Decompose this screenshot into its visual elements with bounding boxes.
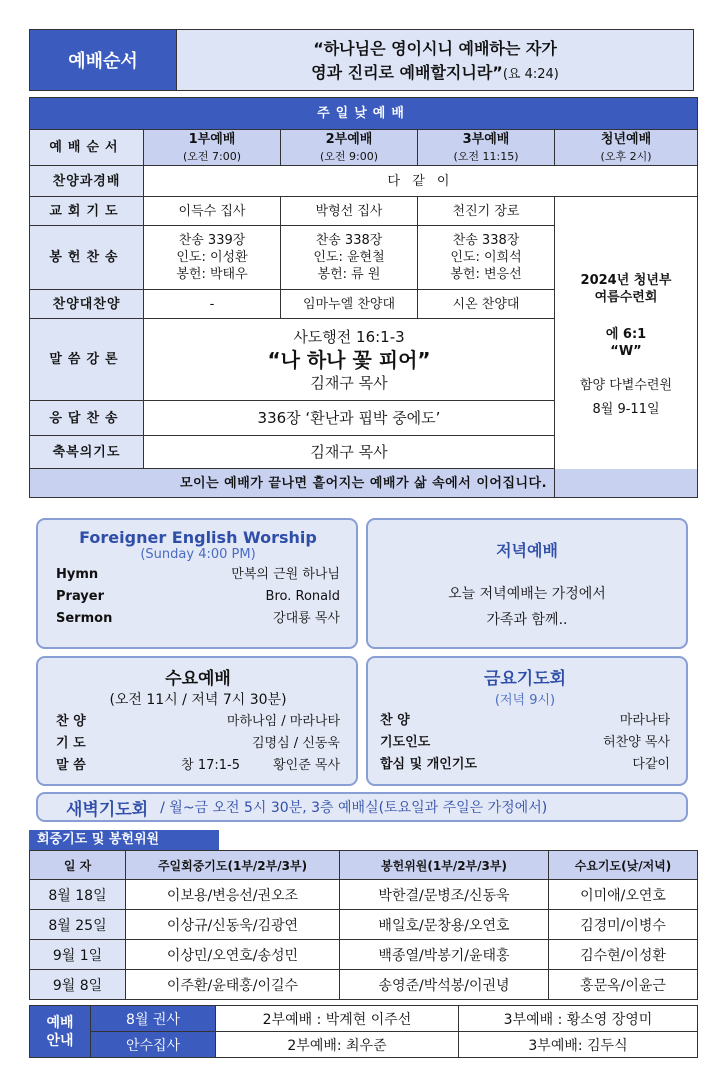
guide-row1-service2: 2부예배 : 박계현 이주선 xyxy=(216,1006,459,1032)
evening-worship-box xyxy=(366,518,688,649)
english-item-sermon: Sermon 강대룡 목사 xyxy=(56,611,340,626)
evening-line-1: 오늘 저녁예배는 가정에서 xyxy=(448,586,606,602)
offering-1: 찬송 339장 인도: 이성환 봉헌: 박태우 xyxy=(144,226,281,290)
choir-label: 찬양대찬양 xyxy=(30,290,144,319)
header-date: 일 자 xyxy=(30,851,126,880)
english-item-hymn: Hymn 만복의 근원 하나님 xyxy=(56,567,340,582)
guide-row1-label: 8월 권사 xyxy=(91,1006,216,1032)
friday-item-lead: 기도인도 허찬양 목사 xyxy=(380,735,670,750)
table-row: 8월 18일 이보용/변응선/권오조 박한결/문병조/신동욱 이미애/오연호 xyxy=(30,880,698,910)
sermon-label: 말씀강론 xyxy=(30,319,144,401)
service-2: 2부예배 (오전 9:00) xyxy=(281,130,418,166)
dawn-prayer-detail: / 월~금 오전 5시 30분, 3층 예배실(토요일과 주일은 가정에서) xyxy=(160,800,548,816)
friday-prayer-box xyxy=(366,656,688,786)
offering-3: 찬송 338장 인도: 이희석 봉헌: 변응선 xyxy=(418,226,555,290)
sermon-info xyxy=(144,319,555,401)
table-row: 9월 8일 이주환/윤태홍/이길수 송영준/박석봉/이권녕 홍문옥/이윤근 xyxy=(30,970,698,1000)
praise-value: 다 같 이 xyxy=(144,166,698,197)
dawn-prayer-title: 새벽기도회 xyxy=(66,799,149,820)
header-sunday-prayer: 주일회중기도(1부/2부/3부) xyxy=(126,851,340,880)
blessing-label: 축복의기도 xyxy=(30,436,144,469)
wednesday-worship-time: (오전 11시 / 저녁 7시 30분) xyxy=(109,692,287,708)
wednesday-worship-box xyxy=(36,656,358,786)
quote-line-2: 영과 진리로 예배할지니라” xyxy=(311,63,503,82)
choir-1: - xyxy=(144,290,281,319)
header-wednesday-prayer: 수요기도(낮/저녁) xyxy=(549,851,698,880)
youth-retreat-info: 2024년 청년부 여름수련회 에 6:1 “W” 함양 다볕수련원 8월 9-11일 xyxy=(555,197,698,498)
service-3: 3부예배 (오전 11:15) xyxy=(418,130,555,166)
service-1: 1부예배 (오전 7:00) xyxy=(144,130,281,166)
response-hymn-label: 응답찬송 xyxy=(30,401,144,436)
blessing-value: 김재구 목사 xyxy=(144,436,555,469)
table-row: 8월 25일 이상규/신동욱/김광연 배일호/문창용/오연호 김경미/이병수 xyxy=(30,910,698,940)
friday-prayer-time: (저녁 9시) xyxy=(494,693,556,708)
order-label: 예배순서 xyxy=(30,130,144,166)
prayer-2: 박형선 집사 xyxy=(281,197,418,226)
header-offering: 봉헌위원(1부/2부/3부) xyxy=(340,851,549,880)
wednesday-worship-title: 수요예배 xyxy=(165,669,231,689)
scripture-quote xyxy=(177,29,694,91)
sunday-section-title: 주일낮예배 xyxy=(30,98,698,130)
usher-guide-table xyxy=(29,1005,698,1058)
worship-footnote: 모이는 예배가 끝나면 흩어지는 예배가 삶 속에서 이어집니다. xyxy=(30,469,698,498)
guide-row2-service2: 2부예배: 최우준 xyxy=(216,1032,459,1058)
sermon-preacher: 김재구 목사 xyxy=(310,373,388,392)
choir-3: 시온 찬양대 xyxy=(418,290,555,319)
prayer-table-tag: 회중기도 및 봉헌위원 xyxy=(29,830,219,850)
prayer-3: 천진기 장로 xyxy=(418,197,555,226)
worship-order-label: 예배순서 xyxy=(29,29,177,91)
table-row: 9월 1일 이상민/오연호/송성민 백종열/박봉기/윤태홍 김수현/이성환 xyxy=(30,940,698,970)
english-worship-title: Foreigner English Worship xyxy=(79,528,317,547)
usher-guide-label: 예배 안내 xyxy=(30,1006,91,1058)
guide-row1-service3: 3부예배 : 황소영 장영미 xyxy=(459,1006,698,1032)
church-prayer-label: 교회기도 xyxy=(30,197,144,226)
wednesday-item-praise: 찬 양 마하나임 / 마라나타 xyxy=(56,714,340,729)
friday-item-prayer: 합심 및 개인기도 다같이 xyxy=(380,757,670,772)
friday-item-praise: 찬 양 마라나타 xyxy=(380,713,670,728)
offering-hymn-label: 봉헌찬송 xyxy=(30,226,144,290)
sermon-title: “나 하나 꽃 피어” xyxy=(267,347,431,372)
english-worship-time: (Sunday 4:00 PM) xyxy=(140,547,256,562)
offering-2: 찬송 338장 인도: 윤현철 봉헌: 류 원 xyxy=(281,226,418,290)
guide-row2-service3: 3부예배: 김두식 xyxy=(459,1032,698,1058)
sermon-reference: 사도행전 16:1-3 xyxy=(293,327,405,346)
quote-reference: (요 4:24) xyxy=(502,67,559,82)
wednesday-item-prayer: 기 도 김명심 / 신동욱 xyxy=(56,736,340,751)
sunday-worship-table xyxy=(29,97,698,498)
service-youth: 청년예배 (오후 2시) xyxy=(555,130,698,166)
evening-line-2: 가족과 함께.. xyxy=(486,612,568,628)
choir-2: 임마누엘 찬양대 xyxy=(281,290,418,319)
response-hymn-value: 336장 ‘환난과 핍박 중에도’ xyxy=(144,401,555,436)
dawn-prayer-bar xyxy=(36,792,688,822)
friday-prayer-title: 금요기도회 xyxy=(483,669,567,689)
english-worship-box xyxy=(36,518,358,649)
prayer-1: 이득수 집사 xyxy=(144,197,281,226)
prayer-schedule-table xyxy=(29,850,698,1000)
english-item-prayer: Prayer Bro. Ronald xyxy=(56,589,340,604)
quote-line-1: “하나님은 영이시니 예배하는 자가 xyxy=(313,39,557,58)
wednesday-item-sermon: 말 씀 창 17:1-5 황인준 목사 xyxy=(56,758,340,773)
evening-worship-title: 저녁예배 xyxy=(496,541,558,560)
guide-row2-label: 안수집사 xyxy=(91,1032,216,1058)
praise-label: 찬양과경배 xyxy=(30,166,144,197)
